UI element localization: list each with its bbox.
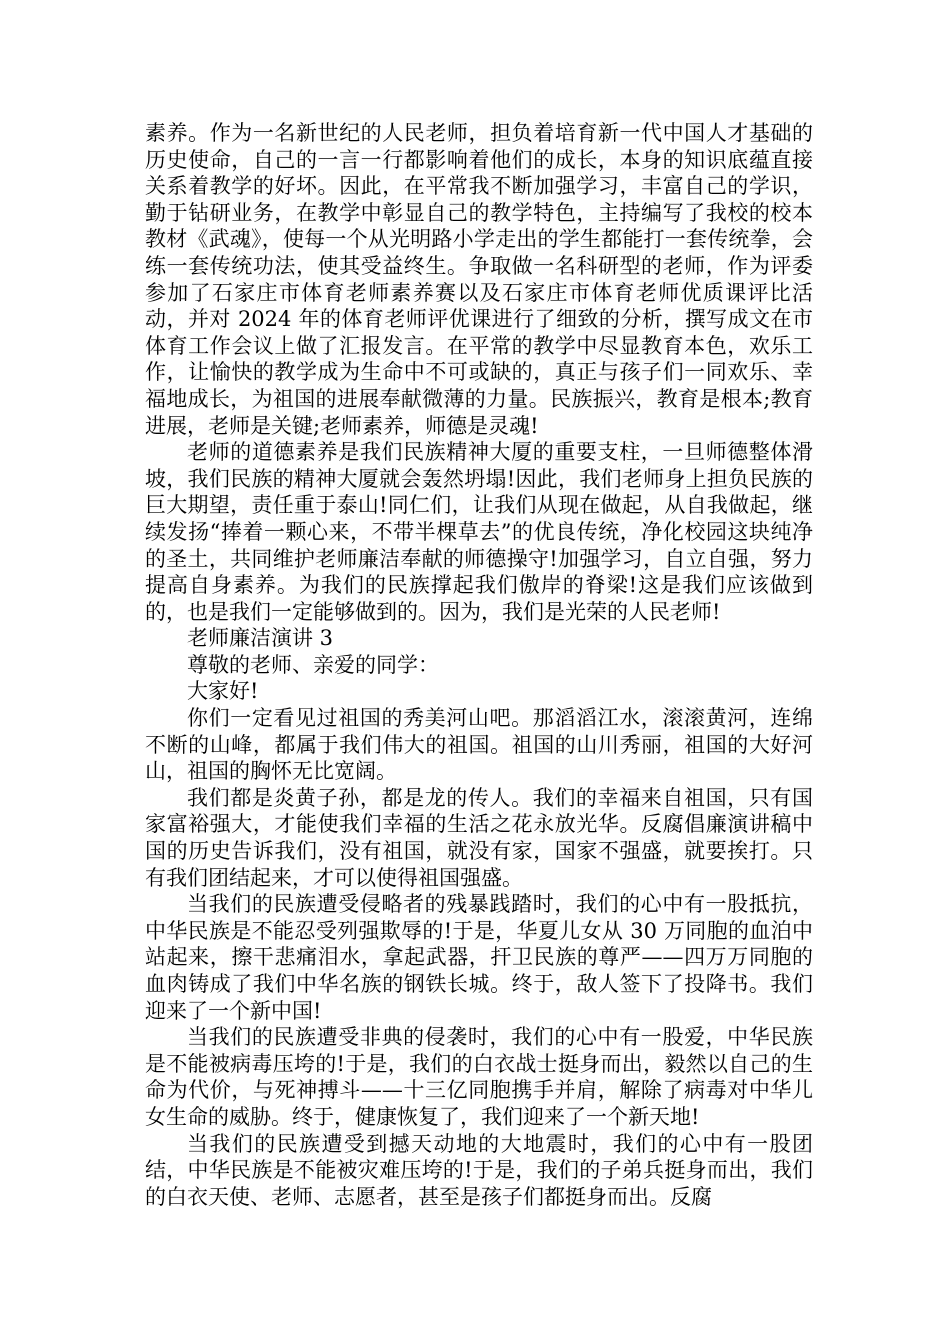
document-body	[145, 120, 813, 1210]
paragraph-1: 素养。作为一名新世纪的人民老师，担负着培育新一代中国人才基础的历史使命，自己的一言一行都影响着他们的成长，本身的知识底蕴直接关系着教学的好坏。因此，在平常我不断加强学习，丰富自己的学识，勤于钻研业务，在教学中彰显自己的教学特色，主持编写了我校的校本教材《武魂》，使每一个从光明路小学走出的学生都能打一套传统拳，会练一套传统功法，使其受益终生。争取做一名科研型的老师，作为评委参加了石家庄市体育老师素养赛以及石家庄市体育老师优质课评比活动，并对 2024 年的体育老师评优课进行了细致的分析，撰写成文在市体育工作会议上做了汇报发言。在平常的教学中尽显教育本色，欢乐工作，让愉快的教学成为生命中不可或缺的，真正与孩子们一同欢乐、幸福地成长，为祖国的进展奉献微薄的力量。民族振兴，教育是根本;教育进展，老师是关键;老师素养，师德是灵魂!	[145, 121, 813, 438]
paragraph-2: 老师的道德素养是我们民族精神大厦的重要支柱，一旦师德整体滑坡，我们民族的精神大厦就会轰然坍塌!因此，我们老师身上担负民族的巨大期望，责任重于泰山!同仁们，让我们从现在做起，从自我做起，继续发扬“捧着一颗心来，不带半棵草去”的优良传统，净化校园这块纯净的圣土，共同维护老师廉洁奉献的师德操守!加强学习，自立自强，努力提高自身素养。为我们的民族撑起我们傲岸的脊梁!这是我们应该做到的，也是我们一定能够做到的。因为，我们是光荣的人民老师!	[145, 440, 813, 624]
paragraph-8: 当我们的民族遭受侵略者的残暴践踏时，我们的心中有一股抵抗，中华民族是不能忍受列强欺辱的!于是，华夏儿女从 30 万同胞的血泊中站起来，擦干悲痛泪水，拿起武器，扞卫民族的尊严——四万万同胞的血肉铸成了我们中华名族的钢铁长城。终于，敌人签下了投降书。我们迎来了一个新中国!	[145, 892, 813, 1023]
greeting: 大家好!	[187, 679, 259, 704]
paragraph-9: 当我们的民族遭受非典的侵袭时，我们的心中有一股爱，中华民族是不能被病毒压垮的!于是，我们的白衣战士挺身而出，毅然以自己的生命为代价，与死神搏斗——十三亿同胞携手并肩，解除了病毒对中华儿女生命的威胁。终于，健康恢复了，我们迎来了一个新天地!	[145, 1025, 813, 1129]
salutation: 尊敬的老师、亲爱的同学：	[187, 652, 439, 677]
paragraph-10: 当我们的民族遭受到撼天动地的大地震时，我们的心中有一股团结，中华民族是不能被灾难压垮的!于是，我们的子弟兵挺身而出，我们的白衣天使、老师、志愿者，甚至是孩子们都挺身而出。反腐	[145, 1131, 813, 1209]
paragraph-6: 你们一定看见过祖国的秀美河山吧。那滔滔江水，滚滚黄河，连绵不断的山峰，都属于我们伟大的祖国。祖国的山川秀丽，祖国的大好河山，祖国的胸怀无比宽阔。	[145, 706, 813, 784]
paragraph-7: 我们都是炎黄子孙，都是龙的传人。我们的幸福来自祖国，只有国家富裕强大，才能使我们幸福的生活之花永放光华。反腐倡廉演讲稿中国的历史告诉我们，没有祖国，就没有家，国家不强盛，就要挨打。只有我们团结起来，才可以使得祖国强盛。	[145, 785, 813, 890]
speech-heading: 老师廉洁演讲 3	[187, 626, 334, 651]
